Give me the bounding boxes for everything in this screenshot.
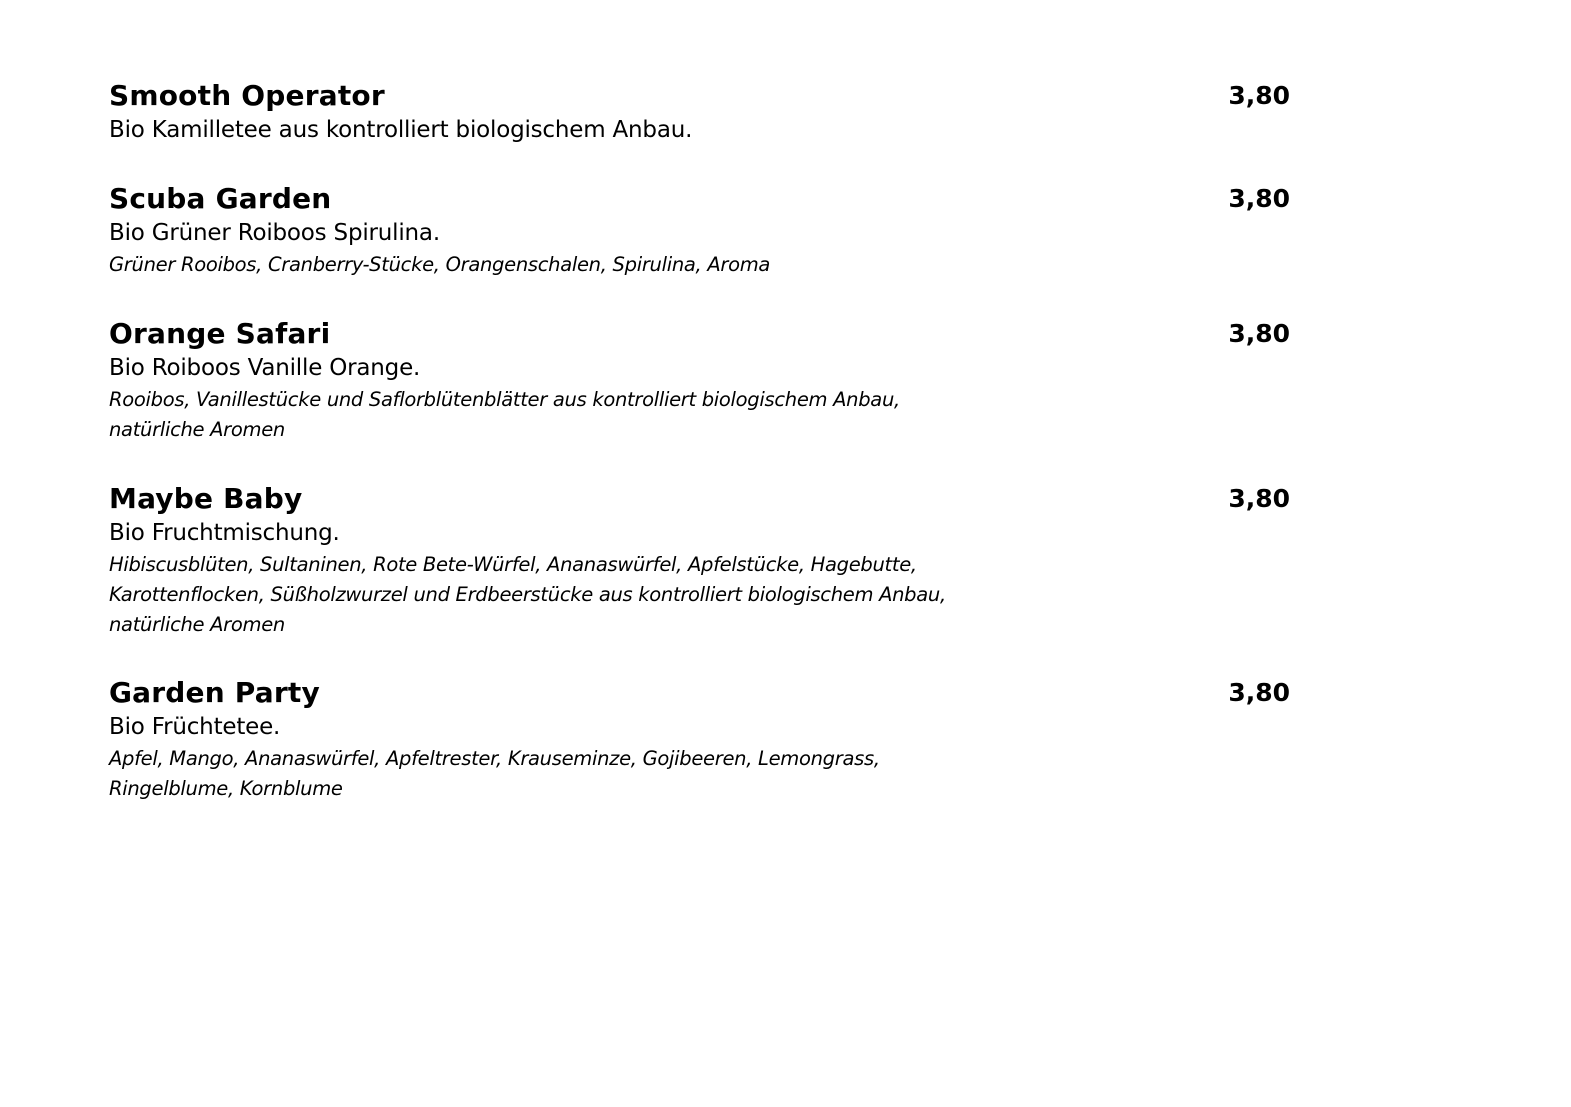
menu-item-price: 3,80 xyxy=(1228,484,1290,513)
menu-item-header xyxy=(109,182,1290,216)
menu-item-ingredients: Hibiscusblüten, Sultaninen, Rote Bete-Würfel, Ananaswürfel, Apfelstücke, Hagebutte, Karottenflocken, Süßholzwurzel und Erdbeerstücke aus kontrolliert biologischem Anbau, natürliche Aromen xyxy=(109,553,946,636)
menu-item-garden-party xyxy=(109,676,1290,804)
menu-item-price: 3,80 xyxy=(1228,81,1290,110)
menu-item-smooth-operator xyxy=(109,79,1290,147)
menu-item-ingredients: Apfel, Mango, Ananaswürfel, Apfeltrester, Krauseminze, Gojibeeren, Lemongrass, Ringelblume, Kornblume xyxy=(109,747,880,800)
menu-item-subtitle: Bio Grüner Roiboos Spirulina. xyxy=(109,220,440,246)
menu-item-header xyxy=(109,482,1290,516)
menu-item-subtitle: Bio Kamilletee aus kontrolliert biologischem Anbau. xyxy=(109,117,693,143)
menu-item-subtitle: Bio Roiboos Vanille Orange. xyxy=(109,355,421,381)
menu-item-ingredients: Grüner Rooibos, Cranberry-Stücke, Orangenschalen, Spirulina, Aroma xyxy=(109,253,771,276)
menu-item-name: Smooth Operator xyxy=(109,79,385,112)
menu-item-orange-safari xyxy=(109,317,1290,445)
menu-item-header xyxy=(109,79,1290,113)
menu-item-subtitle: Bio Fruchtmischung. xyxy=(109,520,340,546)
menu-item-ingredients: Rooibos, Vanillestücke und Saflorblütenblätter aus kontrolliert biologischem Anbau, natürliche Aromen xyxy=(109,388,900,441)
menu-item-name: Orange Safari xyxy=(109,317,331,350)
menu-item-header xyxy=(109,317,1290,351)
menu-item-subtitle: Bio Früchtetee. xyxy=(109,714,281,740)
menu-item-price: 3,80 xyxy=(1228,678,1290,707)
menu-item-name: Scuba Garden xyxy=(109,182,332,215)
menu-item-name: Garden Party xyxy=(109,676,320,709)
menu-item-price: 3,80 xyxy=(1228,184,1290,213)
menu-item-scuba-garden xyxy=(109,182,1290,280)
menu-item-header xyxy=(109,676,1290,710)
menu-item-maybe-baby xyxy=(109,482,1290,640)
menu-item-price: 3,80 xyxy=(1228,319,1290,348)
menu-item-name: Maybe Baby xyxy=(109,482,303,515)
